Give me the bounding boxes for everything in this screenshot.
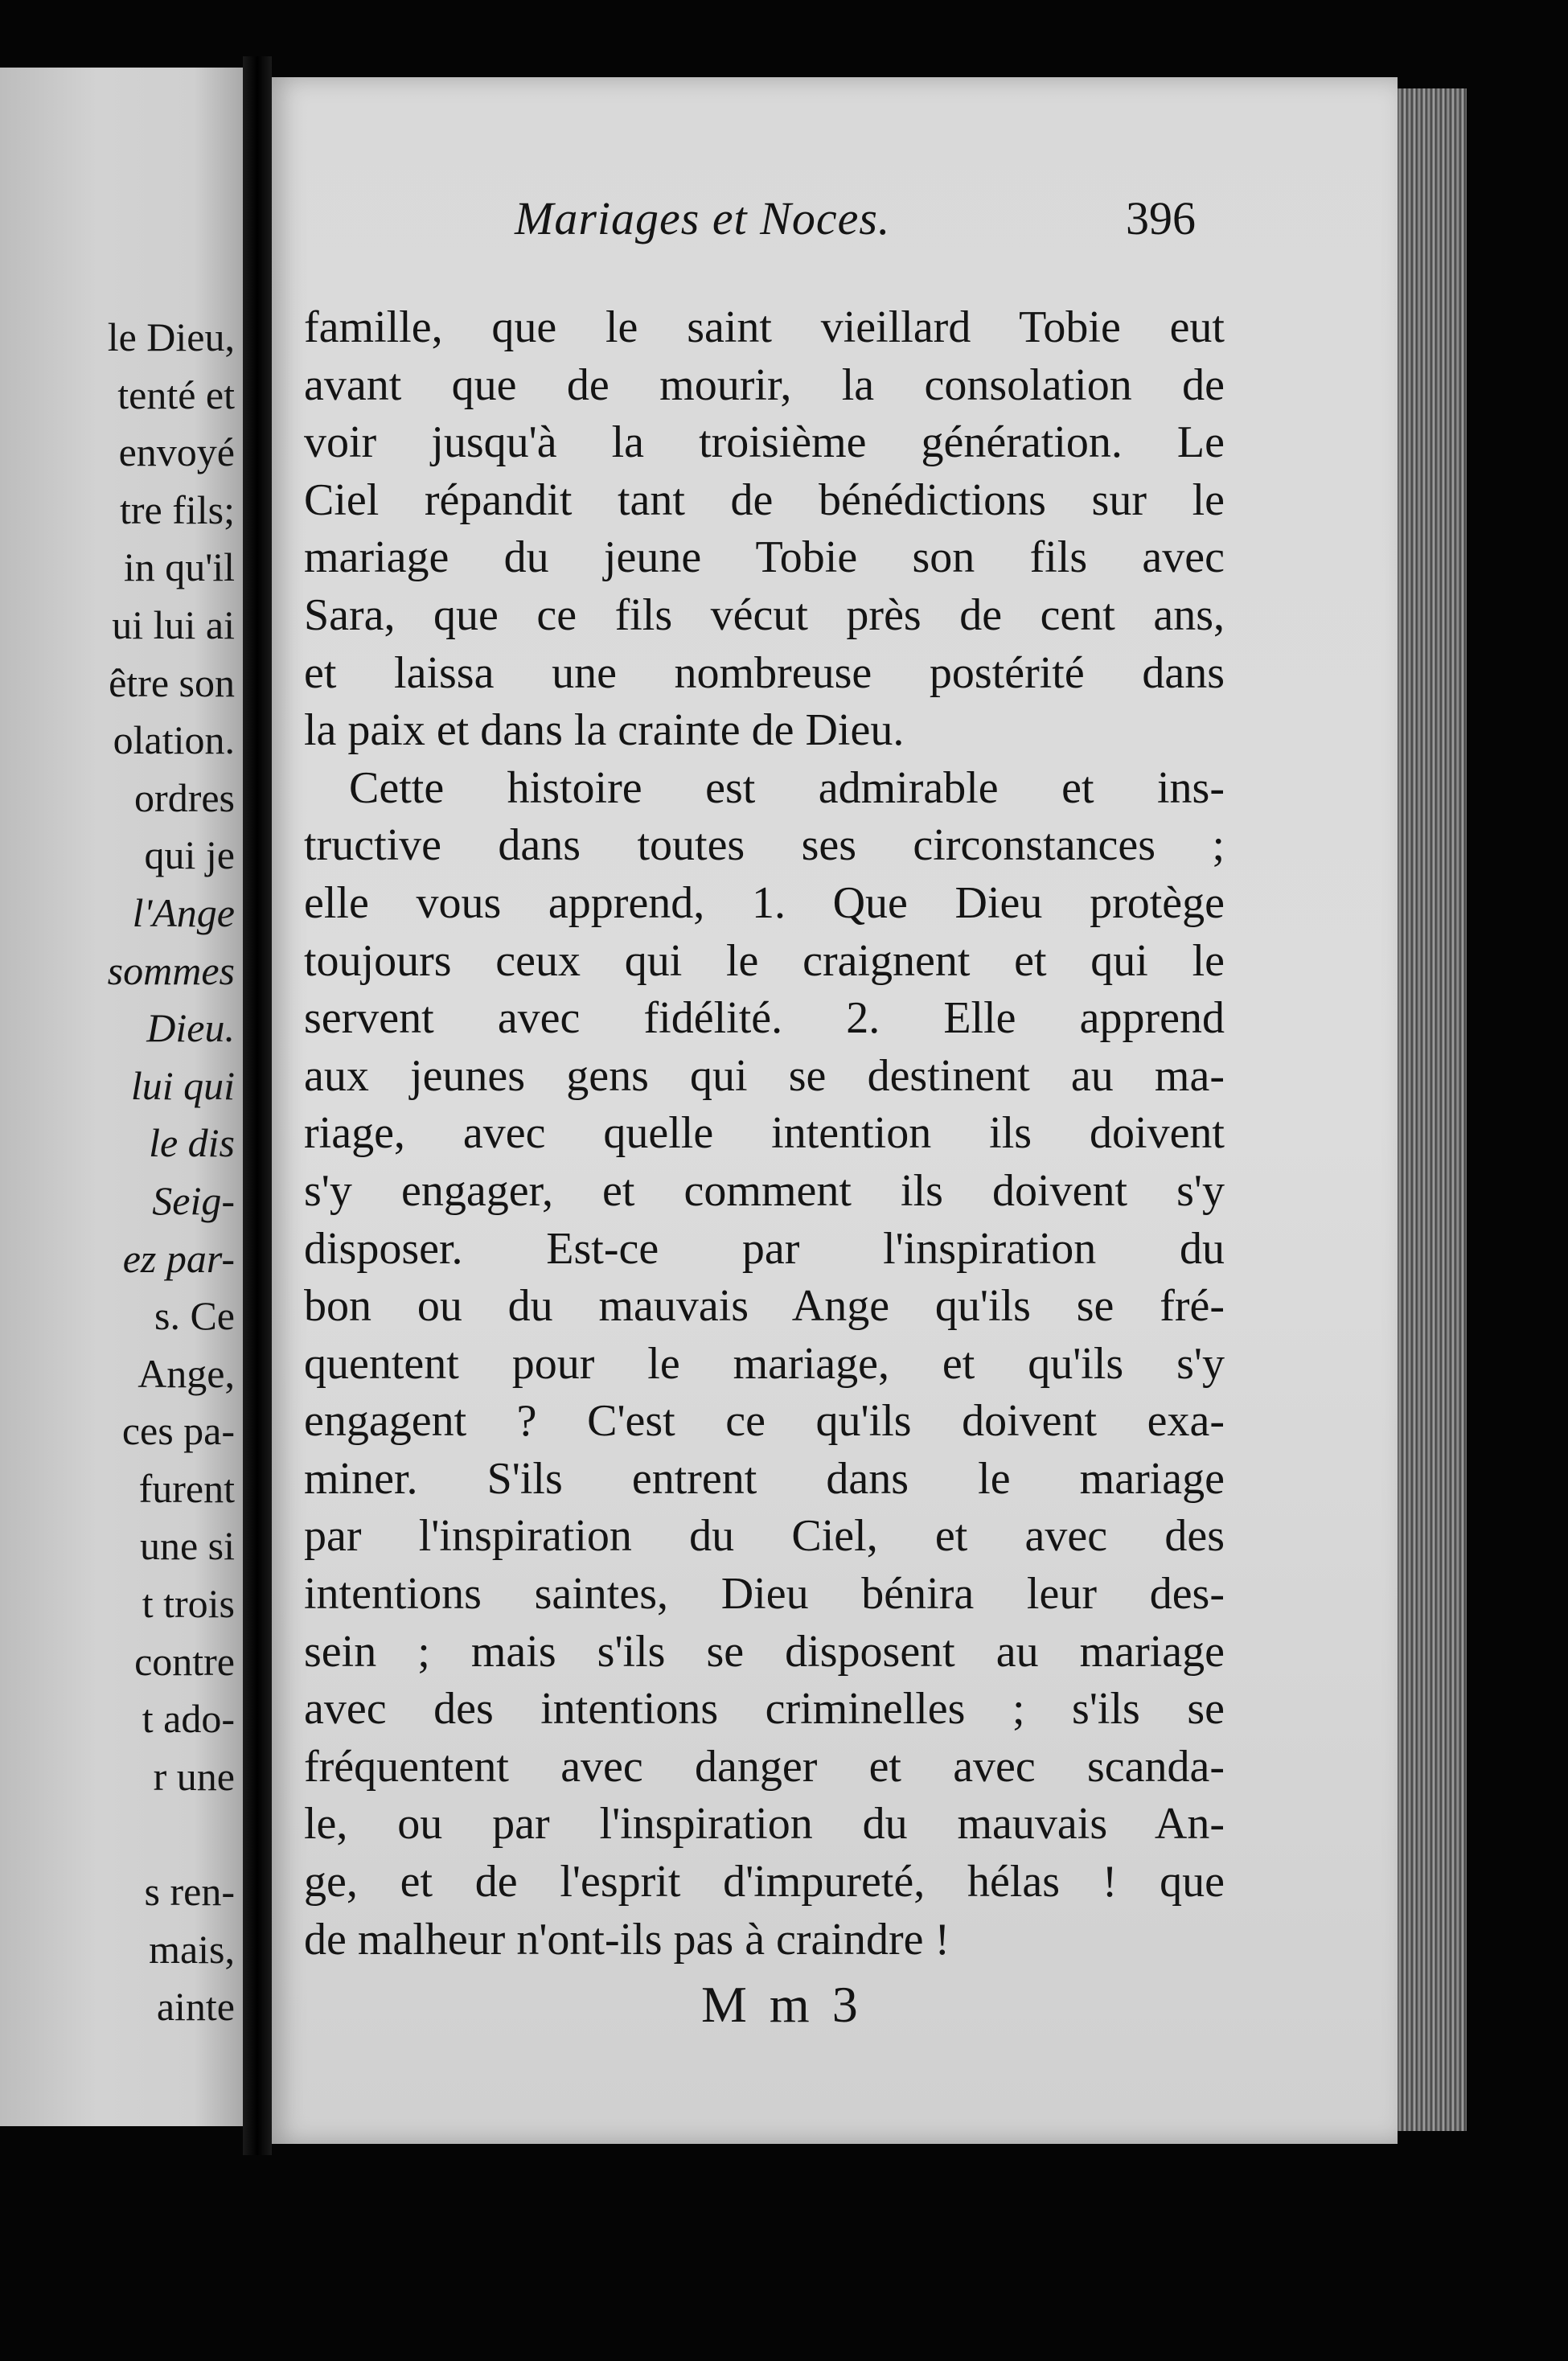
left-text-line: sommes xyxy=(107,947,235,993)
left-text-line: lui qui xyxy=(130,1062,235,1108)
left-page-fragment xyxy=(0,68,243,2126)
book-gutter xyxy=(243,56,272,2155)
text-line: Ciel répandit tant de bénédictions sur le xyxy=(304,474,1225,525)
text-line: de malheur n'ont-ils pas à craindre ! xyxy=(304,1914,950,1965)
text-line: intentions saintes, Dieu bénira leur des- xyxy=(304,1569,1225,1620)
left-text-line: ordres xyxy=(134,774,235,820)
text-line: le, ou par l'inspiration du mauvais An- xyxy=(304,1799,1225,1850)
left-text-line: tenté et xyxy=(117,372,235,417)
text-line: Sara, que ce fils vécut près de cent ans, xyxy=(304,589,1225,640)
left-text-line: olation. xyxy=(113,717,235,763)
left-text-line: ces pa- xyxy=(121,1408,235,1454)
left-text-line xyxy=(108,1805,235,1863)
text-line: fréquentent avec danger et avec scanda- xyxy=(304,1741,1225,1792)
text-line: famille, que le saint vieillard Tobie eut xyxy=(304,302,1225,352)
text-line: Cette histoire est admirable et ins- xyxy=(349,762,1225,813)
signature-mark: M m 3 xyxy=(701,1976,863,2033)
text-line: la paix et dans la crainte de Dieu. xyxy=(304,705,905,756)
left-text-line: t trois xyxy=(142,1581,235,1627)
page-number: 396 xyxy=(1126,192,1196,244)
left-text-line: une si xyxy=(139,1523,235,1569)
text-line: miner. S'ils entrent dans le mariage xyxy=(304,1453,1225,1504)
left-text-line: ez par- xyxy=(122,1235,235,1281)
left-text-line: r une xyxy=(153,1753,235,1799)
text-line: sein ; mais s'ils se disposent au mariage xyxy=(304,1626,1225,1677)
left-text-line: qui je xyxy=(144,832,235,878)
text-line: tructive dans toutes ses circonstances ; xyxy=(304,820,1225,871)
left-text-line: tre fils; xyxy=(119,487,235,532)
text-line: avec des intentions criminelles ; s'ils se xyxy=(304,1684,1225,1735)
text-line: servent avec fidélité. 2. Elle apprend xyxy=(304,993,1225,1044)
text-line: bon ou du mauvais Ange qu'ils se fré- xyxy=(304,1281,1225,1332)
page-header xyxy=(515,191,1238,256)
left-text-line: ainte xyxy=(156,1984,235,2030)
page-edges xyxy=(1398,88,1467,2131)
left-text-line: mais, xyxy=(149,1926,235,1972)
text-line: toujours ceux qui le craignent et qui le xyxy=(304,935,1225,986)
left-text-line: l'Ange xyxy=(132,889,235,935)
left-text-line: t ado- xyxy=(142,1696,235,1742)
body-text xyxy=(304,299,1225,1969)
text-line: avant que de mourir, la consolation de xyxy=(304,359,1225,410)
text-line: engagent ? C'est ce qu'ils doivent exa- xyxy=(304,1396,1225,1447)
text-line: riage, avec quelle intention ils doivent xyxy=(304,1108,1225,1159)
left-text-line: in qu'il xyxy=(123,544,235,590)
left-text-line: ui lui ai xyxy=(112,602,235,647)
running-title: Mariages et Noces. xyxy=(515,192,891,244)
text-line: voir jusqu'à la troisième génération. Le xyxy=(304,417,1225,468)
left-text-line: le Dieu, xyxy=(107,314,235,359)
left-text-line: le dis xyxy=(149,1120,235,1166)
left-text-line: envoyé xyxy=(118,429,235,475)
text-line: aux jeunes gens qui se destinent au ma- xyxy=(304,1050,1225,1101)
left-page-lines xyxy=(108,309,235,2036)
text-line: et laissa une nombreuse postérité dans xyxy=(304,647,1225,698)
left-text-line: Ange, xyxy=(138,1350,235,1396)
text-line: par l'inspiration du Ciel, et avec des xyxy=(304,1511,1225,1562)
text-line: disposer. Est-ce par l'inspiration du xyxy=(304,1223,1225,1274)
left-text-line: Seig- xyxy=(152,1177,235,1223)
left-text-line: Dieu. xyxy=(146,1005,235,1051)
left-text-line: contre xyxy=(134,1638,235,1684)
text-line: ge, et de l'esprit d'impureté, hélas ! que xyxy=(304,1857,1225,1907)
text-line: quentent pour le mariage, et qu'ils s'y xyxy=(304,1338,1225,1389)
left-text-line: s ren- xyxy=(144,1869,235,1915)
text-line: mariage du jeune Tobie son fils avec xyxy=(304,532,1225,583)
left-text-line: s. Ce xyxy=(154,1293,235,1339)
left-text-line: furent xyxy=(138,1465,235,1511)
text-line: s'y engager, et comment ils doivent s'y xyxy=(304,1165,1225,1216)
text-line: elle vous apprend, 1. Que Dieu protège xyxy=(304,877,1225,928)
left-text-line: être son xyxy=(109,659,235,705)
